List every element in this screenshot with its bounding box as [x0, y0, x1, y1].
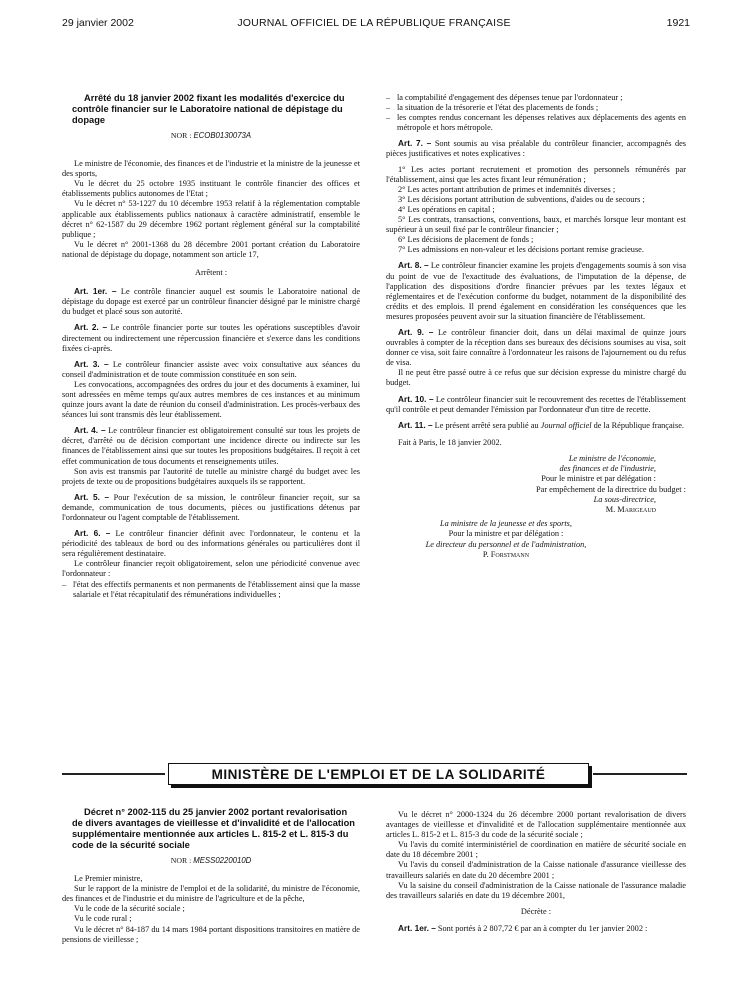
article-7-label: Art. 7. –: [398, 138, 432, 149]
article-9-para-2: Il ne peut être passé outre à ce refus que sur décision expresse du ministre chargé du budget.: [386, 368, 686, 388]
decrete: Décrète :: [520, 906, 552, 916]
decret-article-1: [386, 923, 686, 934]
article-7-text: Sont soumis au visa préalable du contrôleur financier, accompagnés des pièces justificatives et notes explicatives :: [386, 139, 687, 159]
arretent: Arrêtent :: [194, 268, 228, 278]
article-11: Art. 11. – Le présent arrêté sera publié au Journal officiel de la République française.: [398, 419, 684, 430]
signature-block-jeunesse: La ministre de la jeunesse et des sports, Pour la ministre et par délégation : Le directeur du personnel et de l'administration, P. Forstmann: [386, 519, 616, 560]
article-3-label: Art. 3. –: [74, 358, 109, 369]
article-10-text: Le contrôleur financier suit le recouvrement des recettes de l'établissement qu'il contrôle et peut demander l'émission par l'ordonnateur d'un titre de recette.: [386, 394, 687, 414]
article-5-text: Pour l'exécution de sa mission, le contrôleur financier reçoit, sur sa demande, communication de tous documents, pièces ou justifications détenus par l'ordonnateur ou l'agent comptable de l'établissement.: [62, 492, 360, 522]
decret-left-column: [62, 807, 360, 945]
article-1-label: Art. 1er. –: [74, 286, 117, 297]
decret-intro-3: Vu le code de la sécurité sociale ;: [74, 904, 185, 914]
section-rule-right: [593, 773, 687, 775]
arrete-intro-4: Vu le décret n° 2001-1368 du 28 décembre 2001 portant création du Laboratoire national de dépistage du dopage, notamment son article 17,: [62, 239, 360, 259]
article-9-text: Le contrôleur financier doit, dans un délai maximal de quinze jours ouvrables à compter de la réception dans ses bureaux des décisions soumises au visa, soit donner ce visa, soit faire connaître à l'ordonnateur les raisons de l'ajournement ou du refus de visa.: [386, 327, 686, 368]
decret-vu-1: Vu le décret n° 2000-1324 du 26 décembre 2000 portant revalorisation de divers avantages de vieillesse et d'invalidité et de l'allocation supplémentaire mentionnée aux articles L. 815-2 et L. 815-3 du code de la sécurité sociale ;: [386, 810, 686, 840]
decret-article-1-label: Art. 1er. –: [398, 922, 436, 933]
fait-a-paris: Fait à Paris, le 18 janvier 2002.: [398, 437, 502, 447]
article-3-text: Le contrôleur financier assiste avec voix consultative aux séances du conseil d'administration et de toute commission constituée en son sein.: [62, 359, 360, 379]
article-7-item-6: 6° Les décisions de placement de fonds ;: [398, 235, 534, 245]
arrete-intro-3: Vu le décret n° 53-1227 du 10 décembre 1953 relatif à la réglementation comptable applicable aux établissements publics nationaux à caractère administratif, ensemble le décret n° 62-1587 du 29 décembre 1962 portant règlement général sur la comptabilité publique ;: [62, 199, 360, 239]
article-1: [62, 286, 360, 317]
article-7-item-2: 2° Les actes portant attribution de primes et indemnités diverses ;: [398, 184, 616, 194]
article-4-text: Le contrôleur financier est obligatoirement consulté sur tous les projets de décret, d'arrêté ou de décision comportant une incidence directe ou indirecte sur les finances de l'établissement ainsi que sur toutes les propositions budgétaires. Il reçoit à cet effet communication de tous documents et renseignements utiles.: [62, 426, 360, 466]
decret-vu-3: Vu l'avis du conseil d'administration de la Caisse nationale d'assurance vieillesse des travailleurs salariés en date du 20 décembre 2001 ;: [386, 860, 686, 880]
article-9: [386, 327, 686, 368]
article-4-label: Art. 4. –: [74, 425, 106, 436]
decret-title: Décret n° 2002-115 du 25 janvier 2002 portant revalorisation de divers avantages de vieillesse et d'invalidité et de l'allocation supplémentaire mentionnée aux articles L. 815-2 et L. 815-3 du code de la sécurité sociale: [72, 807, 355, 850]
article-6-para-2: Le contrôleur financier reçoit obligatoirement, selon une périodicité convenue avec l'ordonnateur :: [62, 559, 360, 579]
article-3: [62, 359, 360, 380]
article-6-list-cont: [386, 93, 686, 133]
article-3-para-2: Les convocations, accompagnées des ordres du jour et des documents à examiner, lui sont adressées en même temps qu'aux autres membres de ces instances et au minimum quinze jours avant la date de réunion du conseil d'administration. Les procès-verbaux des séances lui sont transmis dès leur établissement.: [62, 379, 360, 420]
article-7-item-3: 3° Les décisions portant attribution de subventions, d'aides ou de secours ;: [398, 194, 645, 204]
decret-nor-code: MESS0220010D: [193, 856, 252, 865]
nor-code: ECOB0130073A: [193, 131, 252, 140]
article-1-text: Le contrôle financier auquel est soumis le Laboratoire national de dépistage du dopage est exercé par un contrôleur financier désigné par le ministre chargé du budget et placé sous son autorité.: [62, 287, 361, 317]
page-number: 1921: [666, 17, 690, 29]
article-6-label: Art. 6. –: [74, 528, 111, 539]
decret-intro-2: Sur le rapport de la ministre de l'emploi et de la solidarité, du ministre de l'économie, des finances et de l'industrie et du ministre de l'agriculture et de la pêche,: [62, 884, 360, 904]
signature-block-economie: Le ministre de l'économie, des finances et de l'industrie, Pour le ministre et par délégation : Par empêchement de la directrice du budget : La sous-directrice, M. Marigeaud: [386, 454, 686, 515]
article-10: [386, 394, 686, 415]
arrete-left-column: [62, 93, 360, 600]
article-5-label: Art. 5. –: [74, 491, 110, 502]
arrete-title: Arrêté du 18 janvier 2002 fixant les modalités d'exercice du contrôle financier sur le Laboratoire national de dépistage du dopage: [72, 93, 345, 125]
journal-title: JOURNAL OFFICIEL DE LA RÉPUBLIQUE FRANÇAISE: [237, 17, 511, 29]
arrete-nor: [62, 131, 360, 141]
article-9-label: Art. 9. –: [398, 326, 434, 337]
issue-date: 29 janvier 2002: [62, 17, 134, 29]
article-2-text: Le contrôle financier porte sur toutes les opérations susceptibles d'avoir directement ou indirectement une répercussion financière et s'exerce dans les conditions fixées ci-après.: [62, 323, 361, 353]
article-7-item-4: 4° Les opérations en capital ;: [398, 204, 495, 214]
decret-right-column: [386, 810, 686, 934]
list-item: – l'état des effectifs permanents et non permanents de l'établissement ainsi que la masse salariale et l'état récapitulatif des rémunérations individuelles ;: [62, 579, 360, 599]
article-8-label: Art. 8. –: [398, 260, 429, 271]
journal-officiel-ref: Journal officiel: [540, 420, 592, 430]
article-7-item-1: 1° Les actes portant recrutement et promotion des personnels rémunérés par l'établissement, ainsi que les actes fixant leur rémunération ;: [386, 164, 686, 184]
decret-vu-4: Vu la saisine du conseil d'administration de la Caisse nationale de l'assurance maladie des travailleurs salariés en date du 19 décembre 2001,: [386, 880, 686, 900]
section-rule-left: [62, 773, 165, 775]
article-8-text: Le contrôleur financier examine les projets d'engagements soumis à son visa du point de vue de l'exactitude des évaluations, de l'imputation de la dépense, de l'application des dispositions d'ordre financier prévues par les textes légaux et réglementaires et de l'exécution conforme du budget, notamment de la disponibilité des crédits et des emplois. Il prend également en considération les conséquences que les mesures proposées peuvent avoir sur la situation financière de l'établissement.: [386, 261, 687, 321]
list-item: – les comptes rendus concernant les dépenses relatives aux déplacements des agents en métropole et hors métropole.: [386, 113, 686, 133]
signatory-forstmann: P. Forstmann: [482, 549, 530, 559]
article-4-para-2: Son avis est transmis par l'autorité de tutelle au ministre chargé du budget avec les projets de texte ou de propositions budgétaires auxquels ils se rapportent.: [62, 466, 360, 486]
decret-intro-1: Le Premier ministre,: [74, 874, 143, 884]
list-item: – la situation de la trésorerie et l'état des placements de fonds ;: [386, 103, 599, 113]
article-4: [62, 425, 360, 466]
article-7-item-7: 7° Les admissions en non-valeur et les décisions portant remise gracieuse.: [398, 245, 644, 255]
decret-intro-5: Vu le décret n° 84-187 du 14 mars 1984 portant dispositions transitoires en matière de pensions de vieillesse ;: [62, 924, 360, 944]
signatory-marigeaud: M. Marigeaud: [605, 504, 656, 514]
article-10-label: Art. 10. –: [398, 393, 434, 404]
article-7-item-5: 5° Les contrats, transactions, conventions, baux, et marchés lorsque leur montant est supérieur à un seuil fixé par le contrôleur financier ;: [386, 215, 686, 235]
decret-article-1-text: Sont portés à 2 807,72 € par an à compter du 1er janvier 2002 :: [437, 923, 648, 933]
article-2-label: Art. 2. –: [74, 322, 108, 333]
article-7: [386, 138, 686, 159]
article-6: [62, 528, 360, 559]
decret-vu-2: Vu l'avis du comité interministériel de coordination en matière de sécurité sociale en date du 18 décembre 2001 ;: [386, 840, 686, 860]
ministry-banner: MINISTÈRE DE L'EMPLOI ET DE LA SOLIDARITÉ: [168, 763, 589, 785]
list-item: – la comptabilité d'engagement des dépenses tenue par l'ordonnateur ;: [386, 93, 623, 102]
article-6-list: [62, 580, 360, 600]
arrete-right-column: [386, 93, 686, 560]
nor-label: NOR :: [170, 131, 192, 140]
article-11-label: Art. 11. –: [398, 419, 433, 430]
article-8: [386, 260, 686, 322]
decret-nor: NOR : MESS0220010D: [170, 856, 252, 865]
arrete-intro-2: Vu le décret du 25 octobre 1935 instituant le contrôle financier des offices et établissements publics autonomes de l'Etat ;: [62, 179, 360, 199]
article-5: [62, 492, 360, 523]
article-6-text: Le contrôleur financier définit avec l'ordonnateur, le contenu et la périodicité des tableaux de bord ou des informations générales ou particulières dont il sera régulièrement destinataire.: [62, 529, 360, 559]
decret-intro-4: Vu le code rural ;: [74, 914, 132, 924]
article-2: [62, 322, 360, 353]
arrete-intro-1: Le ministre de l'économie, des finances et de l'industrie et la ministre de la jeunesse et des sports,: [62, 159, 360, 179]
